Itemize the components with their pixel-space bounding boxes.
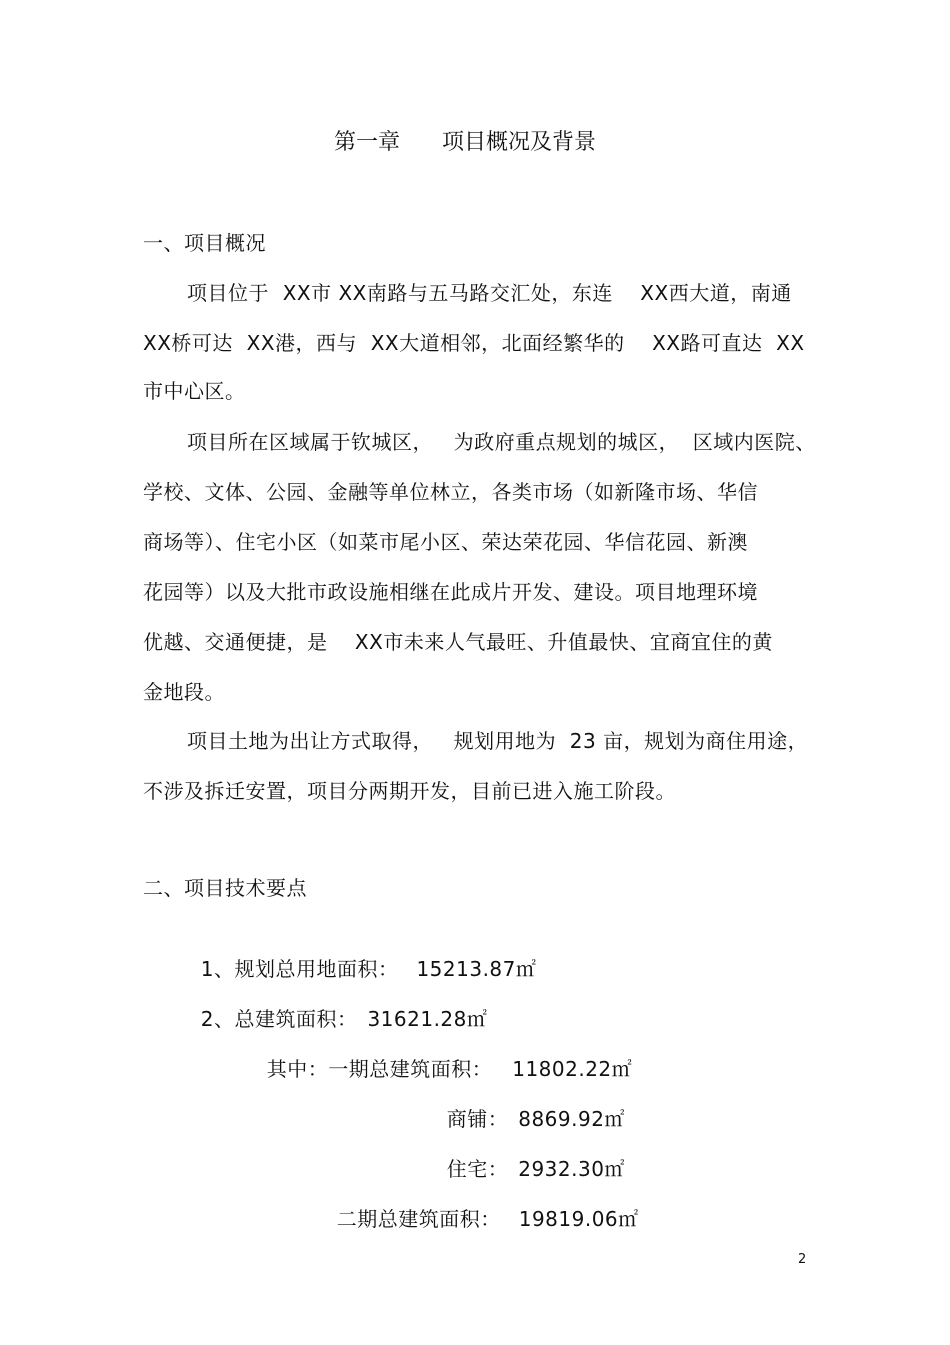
paragraph-line: 项目土地为出让方式取得， 规划用地为 23 亩，规划为商住用途， <box>187 729 809 753</box>
spec-item-residential <box>433 1127 625 1183</box>
spec-label: 商铺： <box>446 1107 509 1131</box>
section-heading-overview: 一、项目概况 <box>143 231 266 255</box>
spec-label: 二期总建筑面积： <box>336 1207 501 1231</box>
paragraph-line: 商场等）、住宅小区（如菜市尾小区、荣达荣花园、华信花园、新澳 <box>143 530 748 554</box>
spec-item-phase1 <box>253 1027 632 1083</box>
paragraph-line: 市中心区。 <box>143 379 246 403</box>
spec-label: 2、总建筑面积： <box>200 1007 358 1031</box>
spec-value: 19819.06㎡ <box>518 1207 639 1231</box>
chapter-title: 第一章 项目概况及背景 <box>334 130 596 155</box>
spec-item-phase2 <box>323 1177 639 1233</box>
paragraph-line: 项目所在区域属于钦城区， 为政府重点规划的城区， 区域内医院、 <box>187 430 816 454</box>
paragraph-line: 不涉及拆迁安置，项目分两期开发，目前已进入施工阶段。 <box>143 779 676 803</box>
paragraph-line: XX桥可达 XX港，西与 XX大道相邻，北面经繁华的 XX路可直达 XX <box>143 331 805 355</box>
page-number: 2 <box>798 1252 807 1267</box>
spec-label: 其中：一期总建筑面积： <box>266 1057 493 1081</box>
spec-value: 2932.30㎡ <box>518 1157 625 1181</box>
spec-item-total-building <box>187 977 487 1033</box>
paragraph-line: 学校、文体、公园、金融等单位林立，各类市场（如新隆市场、华信 <box>143 480 758 504</box>
spec-value: 8869.92㎡ <box>518 1107 625 1131</box>
spec-value: 15213.87㎡ <box>416 957 537 981</box>
spec-item-total-land <box>187 927 536 983</box>
spec-label: 1、规划总用地面积： <box>200 957 399 981</box>
spec-item-shops <box>433 1077 625 1133</box>
paragraph-line: 花园等）以及大批市政设施相继在此成片开发、建设。项目地理环境 <box>143 580 758 604</box>
spec-value: 31621.28㎡ <box>367 1007 488 1031</box>
spec-value: 11802.22㎡ <box>512 1057 633 1081</box>
paragraph-line: 金地段。 <box>143 680 225 704</box>
paragraph-line: 项目位于 XX市 XX南路与五马路交汇处，东连 XX西大道，南通 <box>187 281 792 305</box>
spec-label: 住宅： <box>446 1157 509 1181</box>
paragraph-line: 优越、交通便捷，是 XX市未来人气最旺、升值最快、宜商宜住的黄 <box>143 630 773 654</box>
section-heading-technical: 二、项目技术要点 <box>143 876 307 900</box>
